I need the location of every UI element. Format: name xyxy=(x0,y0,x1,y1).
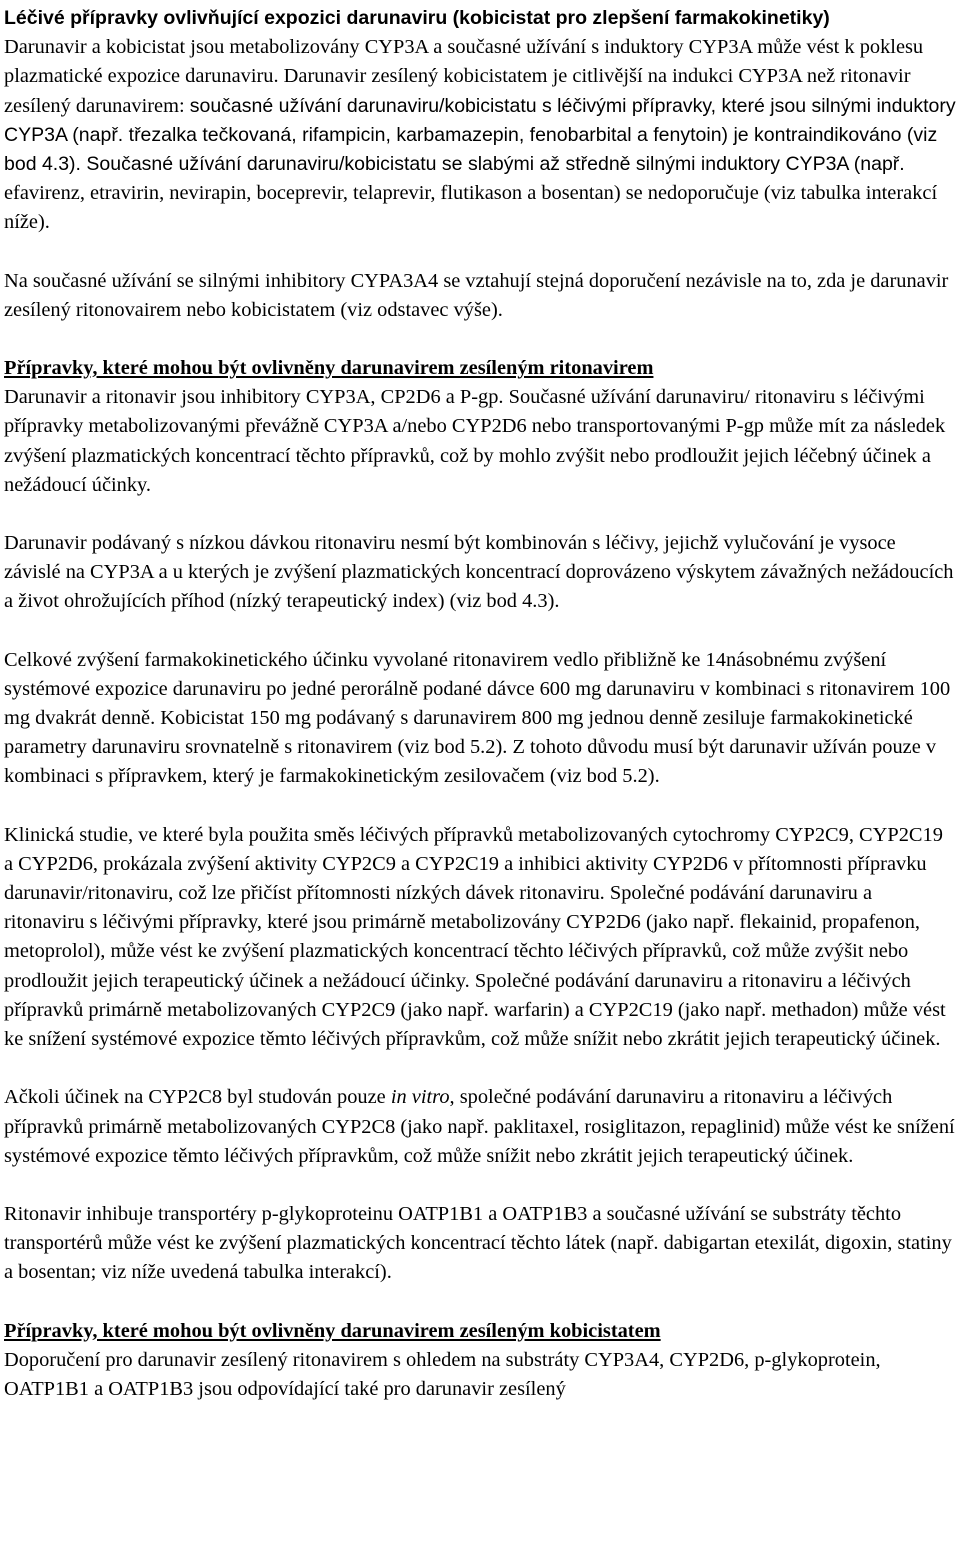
paragraph-recommendations: Doporučení pro darunavir zesílený ritonavirem s ohledem na substráty CYP3A4, CYP2D6, p-glykoprotein, OATP1B1 a OATP1B3 jsou odpovídající také pro darunavir zesílený xyxy=(4,1348,881,1400)
text-run: efavirenz, etravirin, nevirapin, boceprevir, telaprevir, flutikason a bosentan) se nedoporučuje (viz tabulka interakcí níže). xyxy=(4,182,938,234)
paragraph-low-dose-ritonavir: Darunavir podávaný s nízkou dávkou ritonaviru nesmí být kombinován s léčivy, jejichž vylučování je vysoce závislé na CYP3A a u kterých je zvýšení plazmatických koncentrací doprovázeno výskytem závažných nežádoucích a život ohrožujících příhod (nízký terapeutický index) (viz bod 4.3). xyxy=(4,532,954,613)
paragraph-cyp3a-inducers xyxy=(4,33,956,237)
section-heading-darunavir-exposure: Léčivé přípravky ovlivňující expozici darunaviru (kobicistat pro zlepšení farmakokinetiky) xyxy=(4,7,830,29)
text-run-sans: současné užívání darunaviru/kobicistatu s léčivými přípravky, které jsou silnými induktory CYP3A (např. třezalka tečkovaná, rifampicin, karbamazepin, fenobarbital a fenytoin) je kontraindikováno (viz bod 4.3). Současné užívání darunaviru/kobicistatu se slabými až středně silnými induktory CYP3A (např. xyxy=(4,94,956,176)
paragraph-clinical-study: Klinická studie, ve které byla použita směs léčivých přípravků metabolizovaných cytochromy CYP2C9, CYP2C19 a CYP2D6, prokázala zvýšení aktivity CYP2C9 a CYP2C19 a inhibici aktivity CYP2D6 v přítomnosti přípravku darunavir/ritonaviru, což lze přičíst přítomnosti nízkých dávek ritonaviru. Společné podávání darunaviru a ritonaviru s léčivými přípravky, které jsou primárně metabolizovány CYP2D6 (jako např. flekainid, propafenon, metoprolol), může vést ke zvýšení plazmatických koncentrací těchto léčivých přípravků, což může zvýšit nebo prodloužit jejich terapeutický účinek a nežádoucí účinky. Společné podávání darunaviru a ritonaviru a léčivých přípravků primárně metabolizovaných CYP2C9 (jako např. warfarin) a CYP2C19 (jako např. methadon) může vést ke snížení systémové expozice těmto léčivých přípravkům, což může snížit nebo zkrátit jejich terapeutický účinek. xyxy=(4,823,946,1051)
text-run: Ačkoli účinek na CYP2C8 byl studován pouze xyxy=(4,1086,391,1109)
paragraph-pharmacokinetic-effect: Celkové zvýšení farmakokinetického účinku vyvolané ritonavirem vedlo přibližně ke 14násobnému zvýšení systémové expozice darunaviru po jedné perorálně podané dávce 600 mg darunaviru v kombinaci s ritonavirem 100 mg dvakrát denně. Kobicistat 150 mg podávaný s darunavirem 800 mg jednou denně zesiluje farmakokinetické parametry darunaviru srovnatelně s ritonavirem (viz bod 5.2). Z tohoto důvodu musí být darunavir užíván pouze v kombinaci s přípravkem, který je farmakokinetickým zesilovačem (viz bod 5.2). xyxy=(4,648,951,788)
section-heading-ritonavir-boosted: Přípravky, které mohou být ovlivněny darunavirem zesíleným ritonavirem xyxy=(4,357,654,380)
paragraph-inhibitors-cyp3a: Darunavir a ritonavir jsou inhibitory CYP3A, CP2D6 a P-gp. Současné užívání darunaviru/ ritonaviru s léčivými přípravky metabolizovanými převážně CYP3A a/nebo CYP2D6 nebo transportovanými P-gp může mít za následek zvýšení plazmatických koncentrací těchto přípravků, což by mohlo zvýšit nebo prodloužit jejich léčebný účinek a nežádoucí účinky. xyxy=(4,386,946,496)
text-run: Darunavir a kobicistat jsou metabolizovány CYP3A a současné užívání s induktory CYP3A může vést k poklesu plazmatické expozice darunaviru. Darunavir zesílený kobicistatem je citlivější na indukci CYP3A než ritonavir zesílený darunavirem: xyxy=(4,36,924,117)
paragraph-cyp2c8 xyxy=(4,1083,956,1171)
section-heading-cobicistat-boosted: Přípravky, které mohou být ovlivněny darunavirem zesíleným kobicistatem xyxy=(4,1319,661,1342)
paragraph-oatp-transporters: Ritonavir inhibuje transportéry p-glykoproteinu OATP1B1 a OATP1B3 a současné užívání se substráty těchto transportérů může vést ke zvýšení plazmatických koncentrací těchto látek (např. dabigartan etexilát, digoxin, statiny a bosentan; viz níže uvedená tabulka interakcí). xyxy=(4,1202,952,1284)
text-run: , společné podávání darunaviru a ritonaviru a léčivých přípravků primárně metabolizovaných CYP2C8 (jako např. paklitaxel, rosiglitazon, repaglinid) může vést ke snížení systémové expozice těmto léčivých přípravkům, což může snížit nebo zkrátit jejich terapeutický účinek. xyxy=(4,1086,955,1167)
text-run-italic: in vitro xyxy=(390,1086,450,1109)
paragraph-cypa3a4-inhibitors: Na současné užívání se silnými inhibitory CYPA3A4 se vztahují stejná doporučení nezávisle na to, zda je darunavir zesílený ritonovairem nebo kobicistatem (viz odstavec výše). xyxy=(4,269,949,321)
